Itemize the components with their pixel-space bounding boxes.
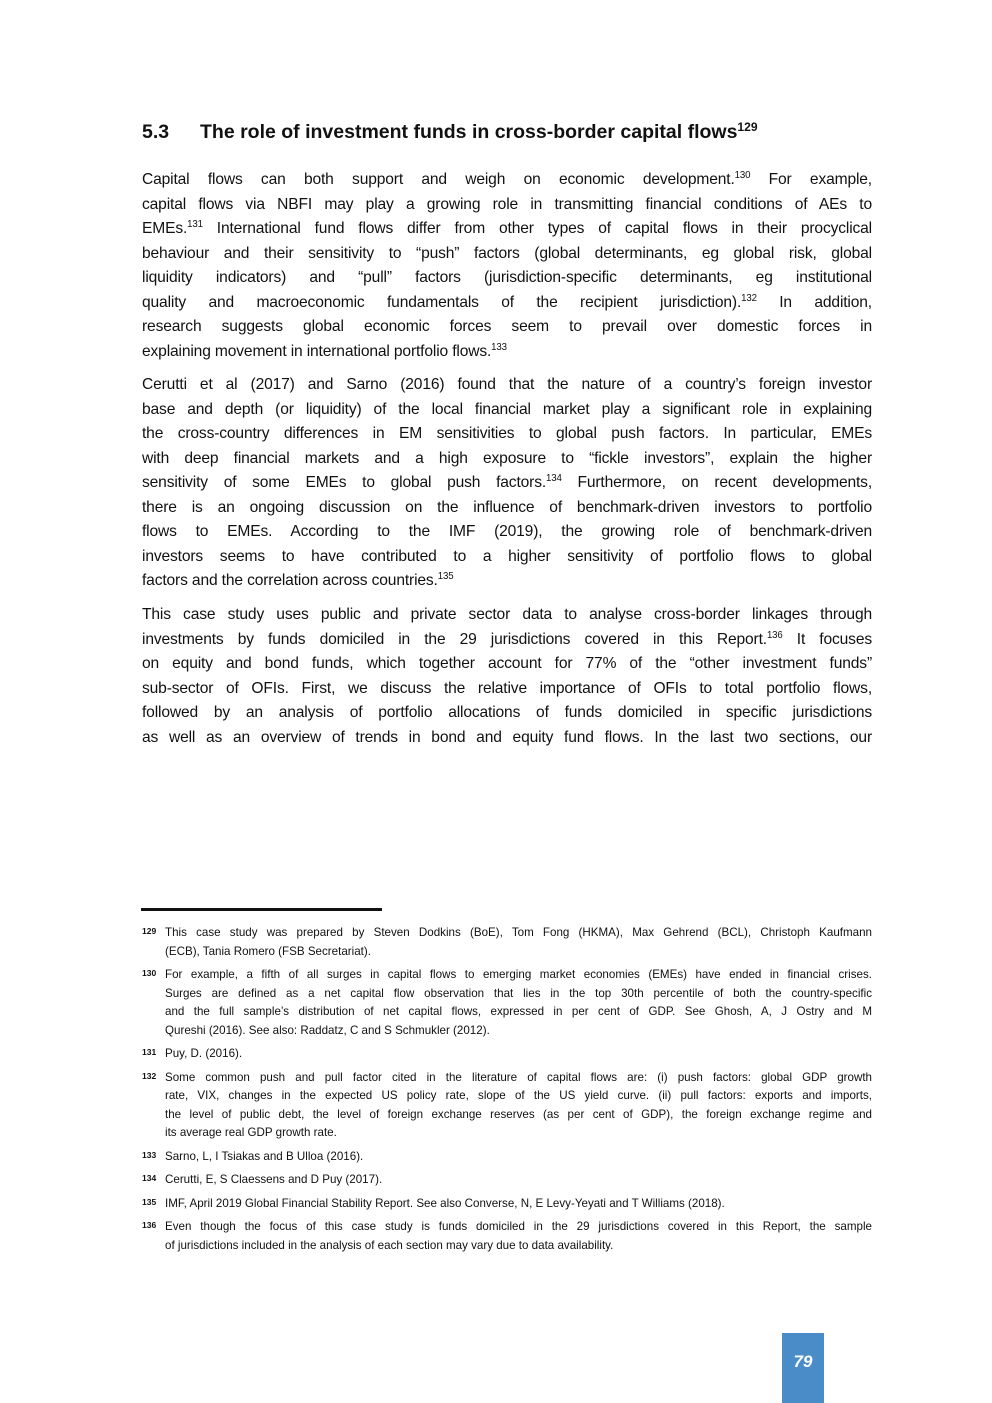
text-run: followed by an analysis of portfolio allocations of funds domiciled in specific jurisdictions	[142, 704, 872, 721]
text-run: base and depth (or liquidity) of the local financial market play a significant role in explaining	[142, 400, 872, 418]
text-line	[142, 569, 872, 594]
text-line	[142, 726, 872, 751]
text-run: as well as an overview of trends in bond and equity fund flows. In the last two sections, our	[142, 728, 872, 746]
footnote	[142, 966, 872, 1040]
footnote-line: the level of public debt, the level of foreign exchange reserves (as per cent of GDP), the foreign exchange regime and	[165, 1107, 872, 1121]
footnote-ref: 129	[737, 119, 758, 134]
text-line	[142, 373, 872, 398]
footnote-line: Even though the focus of this case study is funds domiciled in the 29 jurisdictions covered in this Report, the sample	[165, 1220, 872, 1233]
text-run: This case study uses public and private sector data to analyse cross-border linkages through	[142, 606, 872, 623]
text-run: capital flows via NBFI may play a growing role in transmitting financial conditions of AEs to	[142, 195, 872, 213]
footnote-ref: 131	[187, 219, 203, 231]
text-line	[142, 447, 872, 472]
footnote-divider	[141, 908, 382, 911]
footnote-line: its average real GDP growth rate.	[165, 1126, 337, 1139]
text-line	[142, 291, 872, 316]
text-line	[142, 422, 872, 447]
footnote-number: 135	[142, 1196, 157, 1207]
text-line	[142, 266, 872, 291]
text-line	[142, 193, 872, 218]
footnote-line: For example, a fifth of all surges in capital flows to emerging market economies (EMEs) have ended in financial crises.	[165, 968, 872, 981]
text-line	[142, 545, 872, 570]
footnote-number: 134	[142, 1173, 157, 1183]
section-number: 5.3	[142, 121, 170, 143]
footnote-line: and the full sample’s distribution of net capital flows, expressed in per cent of GDP. See Ghosh, A, J Ostry and M	[165, 1005, 872, 1018]
text-run: the cross-country differences in EM sensitivities to global push factors. In particular, EMEs	[142, 425, 872, 442]
text-run: sensitivity of some EMEs to global push factors.	[142, 474, 547, 491]
text-run: It focuses	[782, 630, 872, 648]
text-line	[142, 520, 872, 545]
page-number: 79	[793, 1352, 813, 1371]
text-run: Furthermore, on recent developments,	[561, 474, 872, 491]
footnote-line: Qureshi (2016). See also: Raddatz, C and S Schmukler (2012).	[165, 1023, 490, 1037]
footnote	[142, 1171, 872, 1190]
footnote-line: rate, VIX, changes in the expected US policy rate, slope of the US yield curve. (ii) pull factors: exports and imports,	[165, 1089, 872, 1102]
footnote	[142, 1148, 872, 1167]
text-run: liquidity indicators) and “pull” factors (jurisdiction-specific determinants, eg institutional	[142, 269, 872, 286]
footnote	[142, 924, 872, 961]
footnote-number: 136	[142, 1220, 157, 1230]
footnote-ref: 135	[437, 571, 454, 583]
footnote-line: Surges are defined as a net capital flow observation that lies in the top 30th percentile of both the country-specific	[165, 986, 872, 1000]
text-line	[142, 315, 872, 340]
text-run: International fund flows differ from other types of capital flows in their procyclical	[202, 220, 872, 237]
text-line	[142, 496, 872, 521]
footnote-number: 132	[142, 1070, 157, 1081]
text-line	[142, 652, 872, 677]
text-line	[142, 677, 872, 702]
footnote-ref: 136	[766, 629, 783, 641]
text-line	[142, 242, 872, 267]
text-line	[142, 628, 872, 653]
text-run: on equity and bond funds, which together account for 77% of the “other investment funds”	[142, 655, 872, 672]
text-run: explaining movement in international portfolio flows.	[142, 342, 492, 360]
text-run: EMEs.	[142, 220, 188, 237]
text-run: behaviour and their sensitivity to “push” factors (global determinants, eg global risk, global	[142, 244, 872, 262]
footnote	[142, 1069, 872, 1143]
text-run: factors and the correlation across countries.	[142, 572, 438, 589]
text-line	[142, 701, 872, 726]
section-title: The role of investment funds in cross-border capital flows	[200, 121, 738, 143]
text-line	[142, 471, 872, 496]
footnote-line: Sarno, L, I Tsiakas and B Ulloa (2016).	[165, 1149, 364, 1163]
footnote	[142, 1195, 872, 1214]
text-run: quality and macroeconomic fundamentals of the recipient jurisdiction).	[142, 293, 742, 311]
footnote-ref: 134	[546, 473, 562, 485]
text-run: investors seems to have contributed to a higher sensitivity of portfolio flows to global	[142, 547, 872, 565]
footnote	[142, 1218, 872, 1255]
text-line	[142, 168, 872, 193]
text-run: sub-sector of OFIs. First, we discuss the relative importance of OFIs to total portfolio flows,	[142, 679, 872, 697]
footnote-line: (ECB), Tania Romero (FSB Secretariat).	[165, 944, 371, 958]
text-run: research suggests global economic forces seem to prevail over domestic forces in	[142, 318, 872, 335]
text-line	[142, 217, 872, 242]
body-paragraph	[142, 603, 872, 750]
text-run: Capital flows can both support and weigh on economic development.	[142, 171, 735, 188]
footnote-line: IMF, April 2019 Global Financial Stability Report. See also Converse, N, E Levy-Yeyati and T Williams (2018).	[165, 1196, 725, 1210]
body-paragraph	[142, 373, 872, 594]
footnote-line: Puy, D. (2016).	[165, 1047, 243, 1060]
footnote-ref: 132	[741, 292, 757, 304]
footnote-line: Some common push and pull factor cited in the literature of capital flows are: (i) push factors: global GDP growth	[165, 1070, 872, 1084]
text-line	[142, 340, 872, 365]
body-paragraph	[142, 168, 872, 364]
footnote-line: This case study was prepared by Steven Dodkins (BoE), Tom Fong (HKMA), Max Gehrend (BCL), Christoph Kaufmann	[165, 926, 872, 939]
text-run: there is an ongoing discussion on the influence of benchmark-driven investors to portfolio	[142, 498, 872, 516]
footnote	[142, 1045, 872, 1064]
text-line	[142, 603, 872, 628]
footnote-number: 133	[142, 1149, 157, 1160]
text-run: flows to EMEs. According to the IMF (2019), the growing role of benchmark-driven	[142, 523, 872, 540]
text-line	[142, 398, 872, 423]
text-run: In addition,	[756, 293, 872, 311]
footnotes	[142, 924, 872, 1260]
footnote-line: of jurisdictions included in the analysis of each section may vary due to data availability.	[165, 1238, 614, 1252]
footnote-number: 131	[142, 1047, 157, 1057]
footnote-number: 129	[142, 926, 157, 936]
section-heading	[142, 121, 758, 144]
text-run: Cerutti et al (2017) and Sarno (2016) found that the nature of a country’s foreign investor	[142, 376, 872, 393]
text-run: with deep financial markets and a high exposure to “fickle investors”, explain the higher	[142, 449, 872, 467]
footnote-line: Cerutti, E, S Claessens and D Puy (2017).	[165, 1173, 383, 1186]
page-number-box	[782, 1333, 824, 1403]
footnote-ref: 130	[734, 170, 751, 182]
footnote-ref: 133	[491, 341, 507, 353]
text-run: For example,	[750, 171, 872, 188]
text-run: investments by funds domiciled in the 29 jurisdictions covered in this Report.	[142, 630, 767, 648]
footnote-number: 130	[142, 968, 157, 978]
